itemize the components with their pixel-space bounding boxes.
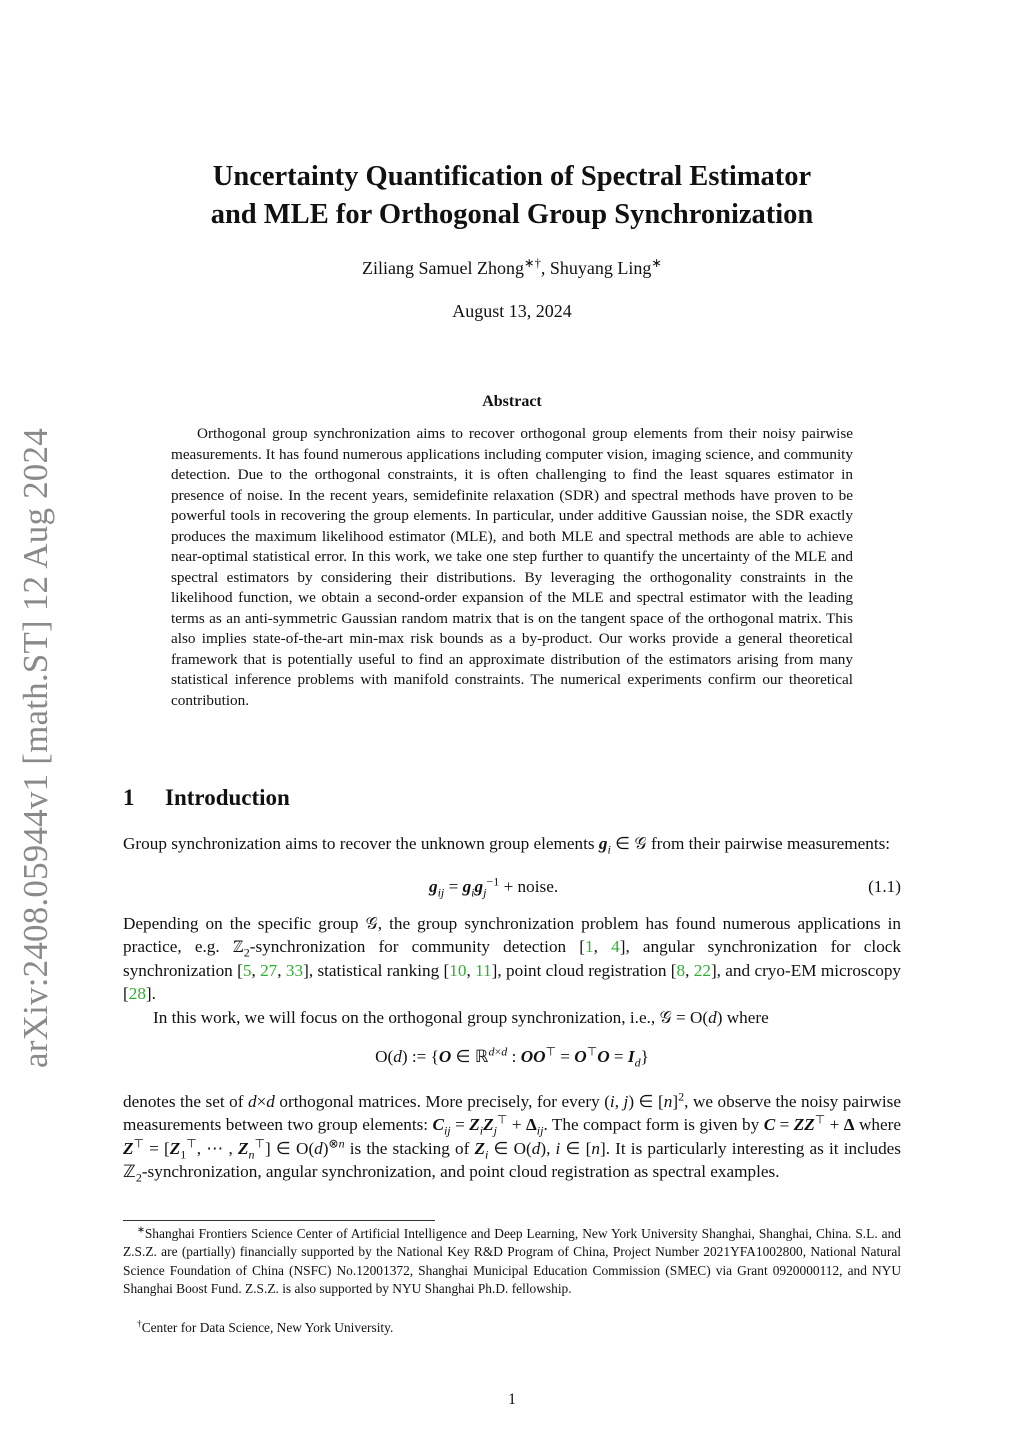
abstract-heading: Abstract (482, 393, 542, 410)
citation-link[interactable]: 5 (242, 960, 252, 980)
page-number: 1 (508, 1391, 516, 1408)
section-heading (123, 785, 290, 811)
equation-1-1-expression: $g_{ij} = g_ig_j^{-1}$ + noise. (429, 874, 559, 900)
arxiv-side-stamp: arXiv:2408.05944v1 [math.ST] 12 Aug 2024 (16, 428, 55, 1068)
citation-link[interactable]: 10 (449, 960, 467, 980)
footnote-2-mark: † (137, 1319, 142, 1330)
citation-link[interactable]: 1 (585, 937, 594, 957)
intro-paragraph-3: In this work, we will focus on the orthogonal group synchronization, i.e., 𝒢 = O(d) where (153, 1008, 769, 1027)
title-line-2: and MLE for Orthogonal Group Synchronization (210, 199, 814, 230)
citation-link[interactable]: 11 (475, 960, 492, 980)
abstract-text: Orthogonal group synchronization aims to recover orthogonal group elements from their noisy pairwise measurements. It has found numerous applications including computer vision, imaging science, and community detection. Due to the orthogonal constraints, it is often challenging to find the least squares estimator in presence of noise. In the recent years, semidefinite relaxation (SDR) and spectral methods have proven to be powerful tools in recovering the group elements. In particular, under additive Gaussian noise, the SDR exactly produces the maximum likelihood estimator (MLE), and both MLE and spectral methods are able to achieve near-optimal statistical error. In this work, we take one step further to quantify the uncertainty of the MLE and spectral estimators by considering their distributions. By leveraging the orthogonality constraints in the likelihood function, we obtain a second-order expansion of the MLE and spectral estimator with the leading terms as an anti-symmetric Gaussian random matrix that is on the tangent space of the orthogonal matrix. This also implies state-of-the-art min-max risk bounds as a by-product. Our works provide a general theoretical framework that is potentially useful to find an approximate distribution of the estimators arising from many statistical inference problems with manifold constraints. The numerical experiments confirm our theoretical contribution. (171, 425, 853, 709)
author-2-marks: ∗ (651, 256, 662, 270)
intro-paragraph-4: denotes the set of d×d orthogonal matrices. More precisely, for every (i, j) ∈ $[n]^2$, we observe the noisy pairwise measurements between two group elements: $C_{ij} = Z_iZ_j^⊤ + \Delta_{ij}$. The compact form is given by C = ZZ⊤ + Δ where $Z^⊤ = [Z_1^⊤$, ⋯ , $Z_n^⊤$] ∈ $O(d)^{\otimes n}$ is the stacking of $Z_i$ ∈ O(d), i ∈ [n]. It is particularly interesting as it includes ℤ$_2$-synchronization, angular synchronization, and point cloud registration as spectral examples. (123, 1089, 902, 1185)
paper-title (120, 158, 904, 234)
title-line-1: Uncertainty Quantification of Spectral Estimator (212, 161, 812, 192)
citation-link[interactable]: 4 (611, 937, 620, 957)
author-1: Ziliang Samuel Zhong (362, 258, 525, 278)
section-number: 1 (123, 785, 135, 810)
citation-link[interactable]: 8 (676, 960, 686, 980)
citation-link[interactable]: 27 (260, 960, 278, 980)
authors (120, 258, 904, 279)
author-2: Shuyang Ling (549, 258, 652, 278)
footnote-2: †Center for Data Science, New York University. (137, 1319, 394, 1335)
equation-orthogonal-set: O(d) := {O ∈ ℝ$^{d\times d}$ : $OO^⊤ = O^⊤O = I_d$} (375, 1044, 649, 1070)
author-separator: , (540, 258, 550, 278)
footnote-rule (123, 1220, 435, 1221)
citation-link[interactable]: 22 (693, 960, 711, 980)
citation-link[interactable]: 33 (285, 960, 304, 980)
equation-1-1-tag: (1.1) (868, 877, 901, 896)
author-1-marks: ∗† (524, 256, 541, 270)
footnote-1-mark: ∗ (137, 1225, 145, 1236)
intro-paragraph-2: Depending on the specific group 𝒢, the group synchronization problem has found numerous applications in practice, e.g. ℤ$_2$-synchronization for community detection [1, 4], angular synchronization for clock synchronization [5, 27, 33], statistical ranking [10, 11], point cloud registration [8, 22], and cryo-EM microscopy [28]. (123, 914, 902, 1003)
intro-paragraph-1: Group synchronization aims to recover the unknown group elements $g_i$ ∈ 𝒢 from their pairwise measurements: (123, 834, 891, 857)
citation-link[interactable]: 28 (128, 983, 146, 1003)
paper-date: August 13, 2024 (452, 301, 572, 321)
footnote-1: ∗Shanghai Frontiers Science Center of Artificial Intelligence and Deep Learning, New York University Shanghai, Shanghai, China. S.L. and Z.S.Z. are (partially) financially supported by the National Key R&D Program of China, Project Number 2021YFA1002800, National Natural Science Foundation of China (NSFC) No.12001372, Shanghai Municipal Education Commission (SMEC) via Grant 0920000112, and NYU Shanghai Boost Fund. Z.S.Z. is also supported by NYU Shanghai Ph.D. fellowship. (123, 1225, 901, 1297)
section-title: Introduction (165, 785, 290, 810)
